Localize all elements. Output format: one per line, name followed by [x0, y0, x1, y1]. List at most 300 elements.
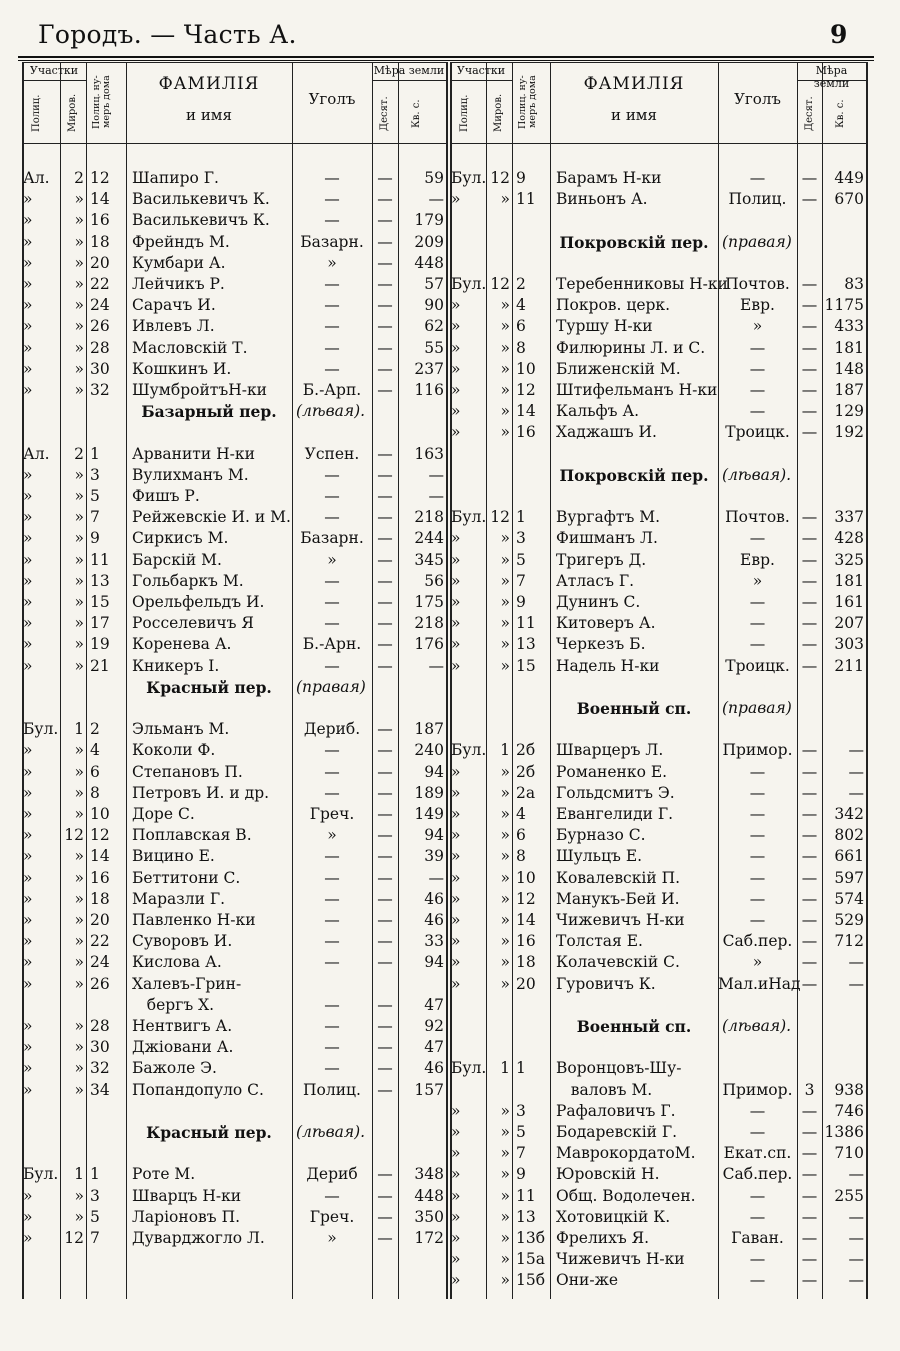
right-house-number-cell: 3	[516, 529, 526, 548]
right-mirov-cell: »	[500, 1271, 510, 1290]
right-kv-sazhen-cell: 148	[834, 359, 864, 378]
right-desyat-cell: —	[801, 593, 818, 611]
left-corner-cell: »	[327, 1229, 337, 1247]
right-house-number-cell: 5	[516, 1123, 526, 1141]
left-kv-sazhen-cell: 116	[414, 381, 444, 399]
right-house-number-cell: 6	[516, 317, 526, 336]
left-mirov-cell: »	[74, 1059, 84, 1078]
left-corner-cell: —	[324, 1186, 340, 1205]
left-kv-sazhen-cell: 94	[424, 953, 444, 972]
right-polits-cell: »	[451, 847, 461, 866]
right-kv-sazhen-cell: 303	[834, 635, 864, 654]
left-corner-cell: —	[324, 1059, 340, 1078]
left-desyat-cell: —	[377, 614, 393, 633]
right-polits-cell: »	[451, 423, 461, 442]
left-house-number-cell: 28	[90, 338, 110, 357]
left-name-cell: Эльманъ М.	[132, 720, 230, 739]
left-mirov-cell: »	[74, 805, 84, 823]
right-corner-cell: Примор.	[722, 1080, 793, 1099]
left-house-number-cell: 15	[90, 593, 110, 611]
right-kv-sazhen-cell: —	[848, 1165, 864, 1184]
right-corner-cell: Примор.	[722, 741, 793, 760]
right-mirov-cell: »	[500, 614, 510, 633]
left-polits-cell: »	[23, 1080, 33, 1099]
right-table-row	[0, 740, 900, 761]
left-house-number-cell: 30	[90, 1038, 110, 1057]
right-table-row	[0, 1080, 900, 1101]
right-polits-cell: »	[451, 1271, 461, 1290]
left-corner-cell: Дериб	[306, 1165, 358, 1184]
right-corner-cell: Почтов.	[725, 508, 790, 527]
right-name-cell: Общ. Водолечен.	[556, 1186, 696, 1205]
right-desyat-cell: —	[801, 911, 818, 929]
left-corner-cell: —	[324, 783, 340, 802]
left-kv-sazhen-cell: 218	[414, 508, 444, 527]
left-name-cell: Сарачъ И.	[132, 296, 216, 315]
right-header-kvs: Кв. с.	[835, 99, 846, 129]
left-polits-cell: »	[23, 359, 33, 378]
left-polits-cell: »	[23, 550, 33, 569]
right-corner-cell: Мал.иНад	[718, 974, 801, 993]
left-kv-sazhen-cell: 55	[424, 338, 444, 357]
right-house-number-cell: 3	[516, 1101, 526, 1120]
right-table-row	[0, 1037, 900, 1058]
right-desyat-cell: —	[801, 275, 818, 293]
right-table-row	[0, 528, 900, 549]
left-mirov-cell: »	[74, 847, 84, 866]
right-corner-cell: Троицк.	[725, 656, 790, 675]
right-house-number-cell: 12	[516, 889, 536, 908]
left-corner-cell: —	[324, 911, 340, 929]
right-corner-cell: —	[749, 847, 766, 866]
right-corner-cell: —	[749, 338, 766, 357]
right-desyat-cell: —	[801, 296, 818, 315]
right-section-side: (лѣвая).	[722, 1017, 792, 1035]
right-table-row	[0, 931, 900, 952]
right-corner-cell: —	[749, 826, 766, 845]
left-section-side: (лѣвая).	[296, 1123, 366, 1141]
left-polits-cell: »	[23, 1186, 33, 1205]
right-polits-cell: »	[451, 402, 461, 421]
right-desyat-cell: —	[801, 953, 818, 972]
right-house-number-cell	[516, 1080, 550, 1101]
left-polits-cell: »	[23, 911, 33, 929]
right-mirov-cell	[486, 1080, 510, 1101]
right-name-cell: Тригеръ Д.	[556, 550, 647, 569]
right-section-title: Покровскій пер.	[559, 232, 709, 252]
left-mirov-cell: »	[74, 614, 84, 633]
right-name-cell: Хотовицкій К.	[556, 1207, 671, 1226]
right-section-title: Военный сп.	[576, 699, 692, 718]
right-kv-sazhen-cell: —	[848, 741, 864, 760]
left-corner-cell: —	[324, 211, 340, 230]
left-desyat-cell: —	[377, 1059, 393, 1078]
right-corner-cell: »	[752, 953, 763, 972]
left-mirov-cell: »	[74, 974, 84, 993]
right-polits-cell: Бул.	[451, 741, 487, 760]
right-mirov-cell: »	[500, 762, 510, 781]
left-name-cell: Фрейндъ М.	[132, 232, 230, 251]
right-mirov-cell: »	[500, 296, 510, 315]
left-name-cell: Масловскій Т.	[132, 338, 248, 357]
right-header-mirov: Миров.	[493, 93, 504, 133]
right-name-cell: Виньонъ А.	[556, 190, 648, 209]
right-section-side: (правая)	[722, 232, 792, 251]
left-kv-sazhen-cell: 244	[414, 529, 444, 548]
right-kv-sazhen-cell: —	[848, 1250, 864, 1269]
left-desyat-cell: —	[377, 275, 393, 293]
right-house-number-cell: 4	[516, 296, 526, 315]
right-mirov-cell: »	[500, 338, 510, 357]
right-corner-cell: »	[752, 571, 763, 590]
right-corner-cell	[718, 1058, 797, 1079]
right-mirov-cell: »	[500, 974, 510, 993]
right-polits-cell: »	[451, 868, 461, 887]
left-desyat-cell: —	[377, 911, 393, 929]
right-table-row	[0, 952, 900, 973]
left-desyat-cell: —	[377, 953, 393, 972]
right-corner-cell: —	[749, 635, 766, 654]
right-table-row	[0, 698, 900, 719]
right-table-row	[0, 1058, 900, 1079]
left-desyat-cell: —	[377, 1229, 393, 1247]
left-name-cell: Шапиро Г.	[132, 169, 219, 187]
left-desyat-cell: —	[377, 1165, 393, 1184]
right-desyat-cell: —	[801, 1207, 818, 1226]
right-mirov-cell: 1	[500, 741, 510, 760]
right-name-cell: Шварцеръ Л.	[556, 741, 664, 760]
right-house-number-cell: 9	[516, 169, 526, 187]
left-house-number-cell: 3	[90, 465, 100, 484]
right-polits-cell: »	[451, 656, 461, 675]
right-house-number-cell: 9	[516, 1165, 526, 1184]
right-mirov-cell: »	[500, 1207, 510, 1226]
left-corner-cell: —	[324, 275, 340, 293]
left-polits-cell: »	[23, 1059, 33, 1078]
right-table-row	[0, 380, 900, 401]
right-kv-sazhen-cell: 207	[834, 614, 864, 633]
right-kv-sazhen-cell: —	[848, 762, 864, 781]
right-desyat-cell: —	[801, 1186, 818, 1205]
right-desyat-cell: —	[801, 359, 818, 378]
left-kv-sazhen-cell: 46	[424, 889, 444, 908]
left-corner-cell: —	[324, 953, 340, 972]
right-house-number-cell: 2б	[516, 741, 536, 760]
left-house-number-cell: 4	[90, 741, 100, 760]
right-polits-cell: »	[451, 571, 461, 590]
right-polits-cell: »	[451, 529, 461, 548]
right-table-row	[0, 677, 900, 698]
left-house-number-cell: 22	[90, 932, 110, 951]
left-mirov-cell: »	[74, 381, 84, 399]
left-kv-sazhen-cell: 348	[414, 1165, 444, 1184]
right-polits-cell: »	[451, 953, 461, 972]
left-kv-sazhen-cell: 176	[414, 635, 444, 654]
left-desyat-cell: —	[377, 381, 393, 399]
right-corner-cell: —	[749, 1207, 766, 1226]
right-house-number-cell: 20	[516, 974, 536, 993]
left-house-number-cell: 16	[90, 211, 110, 230]
left-kv-sazhen-cell: 345	[414, 550, 444, 569]
left-name-cell: Коренева А.	[132, 635, 232, 654]
left-header-mera: Мѣра земли	[373, 64, 445, 77]
right-polits-cell: »	[451, 550, 461, 569]
right-corner-cell: —	[749, 381, 766, 399]
left-mirov-cell: 1	[74, 1165, 84, 1184]
right-corner-cell: —	[749, 1123, 766, 1141]
left-name-cell: Доре С.	[132, 805, 195, 823]
left-polits-cell: Ал.	[23, 444, 50, 463]
right-desyat-cell: —	[801, 1101, 818, 1120]
left-house-number-cell: 16	[90, 868, 110, 887]
right-kv-sazhen-cell: —	[848, 953, 864, 972]
left-corner-cell: —	[324, 508, 340, 527]
right-polits-cell: »	[451, 889, 461, 908]
right-corner-cell: —	[749, 1271, 766, 1290]
right-table-row	[0, 656, 900, 677]
right-name-cell: Бодаревскій Г.	[556, 1123, 678, 1141]
right-kv-sazhen-cell: 325	[834, 550, 864, 569]
right-mirov-cell: »	[500, 550, 510, 569]
left-polits-cell: »	[23, 1229, 33, 1247]
right-kv-sazhen-cell: 661	[834, 847, 864, 866]
right-polits-cell: »	[451, 296, 461, 315]
left-house-number-cell: 8	[90, 783, 100, 802]
left-mirov-cell: »	[74, 593, 84, 611]
right-mirov-cell: »	[500, 593, 510, 611]
left-house-number-cell: 24	[90, 953, 110, 972]
left-mirov-cell: »	[74, 296, 84, 315]
right-table-row	[0, 592, 900, 613]
right-house-number-cell: 9	[516, 593, 526, 611]
right-name-cell: Филюрины Л. и С.	[556, 338, 706, 357]
right-corner-cell: Полиц.	[728, 190, 787, 209]
right-name-cell: Толстая Е.	[556, 932, 643, 951]
right-kv-sazhen-cell: 337	[834, 508, 864, 527]
right-mirov-cell: »	[500, 1144, 510, 1163]
right-table-row	[0, 550, 900, 571]
left-name-cell: бергъ Х.	[132, 995, 215, 1014]
left-polits-cell: »	[23, 571, 33, 590]
right-corner-cell: —	[749, 359, 766, 378]
right-kv-sazhen-cell	[822, 1058, 864, 1079]
left-desyat-cell: —	[377, 465, 393, 484]
left-house-number-cell: 14	[90, 190, 110, 209]
left-kv-sazhen-cell: —	[428, 190, 444, 209]
left-mirov-cell: »	[74, 338, 84, 357]
right-desyat-cell: —	[801, 169, 818, 187]
left-kv-sazhen-cell: 157	[414, 1080, 444, 1099]
left-desyat-cell: —	[377, 593, 393, 611]
left-desyat-cell: —	[377, 317, 393, 336]
left-name-cell: Рейжевскіе И. и М.	[132, 508, 291, 527]
right-name-cell: Воронцовъ-Шу-	[556, 1059, 682, 1078]
left-desyat-cell: —	[377, 444, 393, 463]
right-desyat-cell: —	[801, 550, 818, 569]
right-name-cell: Чижевичъ Н-ки	[556, 911, 685, 929]
right-table-row	[0, 465, 900, 486]
right-polits-cell: Бул.	[451, 275, 487, 293]
right-mirov-cell: »	[500, 783, 510, 802]
right-name-cell: Они-же	[556, 1271, 619, 1290]
left-desyat-cell: —	[377, 932, 393, 951]
left-polits-cell: Бул.	[23, 1165, 59, 1184]
left-polits-cell: »	[23, 253, 33, 272]
right-table-row	[0, 868, 900, 889]
right-house-number-cell: 12	[516, 381, 536, 399]
left-header-kvs: Кв. с.	[411, 99, 422, 129]
left-name-cell: Коколи Ф.	[132, 741, 216, 760]
right-table-row	[0, 295, 900, 316]
left-polits-cell: »	[23, 656, 33, 675]
left-mirov-cell: »	[74, 529, 84, 548]
left-mirov-cell: »	[74, 190, 84, 209]
left-house-number-cell: 2	[90, 720, 100, 739]
right-mirov-cell: »	[500, 1250, 510, 1269]
right-mirov-cell: »	[500, 1165, 510, 1184]
left-header-ugol: Уголъ	[308, 90, 356, 108]
right-kv-sazhen-cell: 670	[834, 190, 864, 209]
right-kv-sazhen-cell: 1175	[824, 296, 864, 315]
left-house-number-cell: 20	[90, 911, 110, 929]
left-house-number-cell: 32	[90, 381, 110, 399]
left-mirov-cell: »	[74, 1080, 84, 1099]
left-desyat-cell: —	[377, 359, 393, 378]
left-house-number-cell: 32	[90, 1059, 110, 1078]
left-house-number-cell: 34	[90, 1080, 110, 1099]
left-name-cell: Фишъ Р.	[132, 487, 200, 505]
left-corner-cell: —	[324, 1038, 340, 1057]
right-polits-cell: »	[451, 1123, 461, 1141]
right-kv-sazhen-cell: 574	[834, 889, 864, 908]
right-polits-cell: »	[451, 974, 461, 993]
left-corner-cell: —	[324, 571, 340, 590]
right-house-number-cell: 2б	[516, 762, 536, 781]
right-polits-cell: »	[451, 635, 461, 654]
left-mirov-cell: »	[74, 953, 84, 972]
left-desyat-cell: —	[377, 1207, 393, 1226]
left-mirov-cell: »	[74, 359, 84, 378]
left-mirov-cell: 2	[74, 169, 84, 187]
left-section-title: Базарный пер.	[141, 402, 277, 422]
left-mirov-cell: »	[74, 1017, 84, 1035]
left-header-house: Полиц. ну- меръ дома	[91, 75, 112, 129]
left-house-number-cell: 1	[90, 444, 100, 463]
right-name-cell: Штифельманъ Н-ки	[556, 381, 718, 399]
left-name-cell: Маразли Г.	[132, 889, 226, 908]
left-mirov-cell: »	[74, 741, 84, 760]
right-desyat-cell: —	[801, 190, 818, 209]
left-polits-cell: »	[23, 338, 33, 357]
right-section-side: (лѣвая).	[722, 465, 792, 484]
left-polits-cell: »	[23, 783, 33, 802]
right-corner-cell: —	[749, 805, 766, 823]
left-name-cell: Шварцъ Н-ки	[132, 1186, 242, 1205]
right-house-number-cell: 2а	[516, 783, 536, 802]
left-corner-cell: —	[324, 169, 340, 187]
right-kv-sazhen-cell: 802	[834, 826, 864, 845]
right-table-row	[0, 232, 900, 253]
right-table-row	[0, 274, 900, 295]
right-section-title: Покровскій пер.	[559, 465, 709, 485]
right-desyat-cell: —	[801, 317, 818, 336]
right-mirov-cell: 12	[490, 275, 510, 293]
right-desyat-cell	[797, 1058, 822, 1079]
left-polits-cell: »	[23, 826, 33, 845]
right-name-cell: Колачевскій С.	[556, 953, 680, 972]
left-house-number-cell: 1	[90, 1165, 100, 1184]
left-polits-cell: »	[23, 762, 33, 781]
right-kv-sazhen-cell: 938	[834, 1080, 864, 1099]
right-desyat-cell: —	[801, 868, 818, 887]
right-polits-cell: »	[451, 783, 461, 802]
right-house-number-cell: 10	[516, 868, 536, 887]
right-table-row	[0, 1122, 900, 1143]
left-house-number-cell: 7	[90, 508, 100, 527]
right-table-row	[0, 634, 900, 655]
left-desyat-cell: —	[377, 232, 393, 251]
right-polits-cell: »	[451, 805, 461, 823]
right-desyat-cell: —	[801, 974, 818, 993]
left-section-title: Красный пер.	[146, 1123, 272, 1142]
right-name-cell: Покров. церк.	[556, 296, 671, 315]
left-kv-sazhen-cell: 187	[414, 720, 444, 739]
left-house-number-cell: 10	[90, 805, 110, 823]
left-house-number-cell: 26	[90, 974, 110, 993]
left-name-cell: Кумбари А.	[132, 253, 226, 272]
left-mirov-cell: »	[74, 211, 84, 230]
left-desyat-cell: —	[377, 1080, 393, 1099]
left-desyat-cell: —	[377, 656, 393, 675]
right-desyat-cell: —	[801, 402, 818, 421]
left-desyat-cell: —	[377, 211, 393, 230]
left-polits-cell: »	[23, 1207, 33, 1226]
left-kv-sazhen-cell: 39	[424, 847, 444, 866]
left-desyat-cell: —	[377, 1186, 393, 1205]
left-desyat-cell: —	[377, 741, 393, 760]
right-mirov-cell: »	[500, 847, 510, 866]
left-name-cell: Ларіоновъ П.	[132, 1207, 241, 1226]
right-mirov-cell: »	[500, 1229, 510, 1247]
right-name-cell: Чижевичъ Н-ки	[556, 1250, 685, 1269]
right-table-row	[0, 974, 900, 995]
right-corner-cell: —	[749, 402, 766, 421]
right-table-row	[0, 719, 900, 740]
left-name-cell: Лейчикъ Р.	[132, 275, 225, 293]
left-name-cell: Вулихманъ М.	[132, 465, 249, 484]
right-corner-cell: —	[749, 889, 766, 908]
right-kv-sazhen-cell: 712	[834, 932, 864, 951]
right-desyat-cell: —	[801, 1144, 818, 1163]
left-kv-sazhen-cell: 47	[424, 1038, 444, 1057]
left-house-number-cell: 24	[90, 296, 110, 315]
right-mirov-cell: 12	[490, 169, 510, 187]
left-desyat-cell: —	[377, 550, 393, 569]
right-name-cell: Романенко Е.	[556, 762, 668, 781]
left-mirov-cell: »	[74, 253, 84, 272]
right-table-row	[0, 1164, 900, 1185]
right-mirov-cell: »	[500, 889, 510, 908]
left-polits-cell: »	[23, 190, 33, 209]
right-header-ugol: Уголъ	[734, 90, 781, 108]
left-mirov-cell: »	[74, 783, 84, 802]
left-header-polits: Полиц.	[31, 94, 42, 132]
right-name-cell: Кальфъ А.	[556, 402, 640, 421]
right-name-cell: Шульцъ Е.	[556, 847, 643, 866]
right-desyat-cell: —	[801, 423, 818, 442]
right-table-row	[0, 995, 900, 1016]
right-table-row	[0, 359, 900, 380]
